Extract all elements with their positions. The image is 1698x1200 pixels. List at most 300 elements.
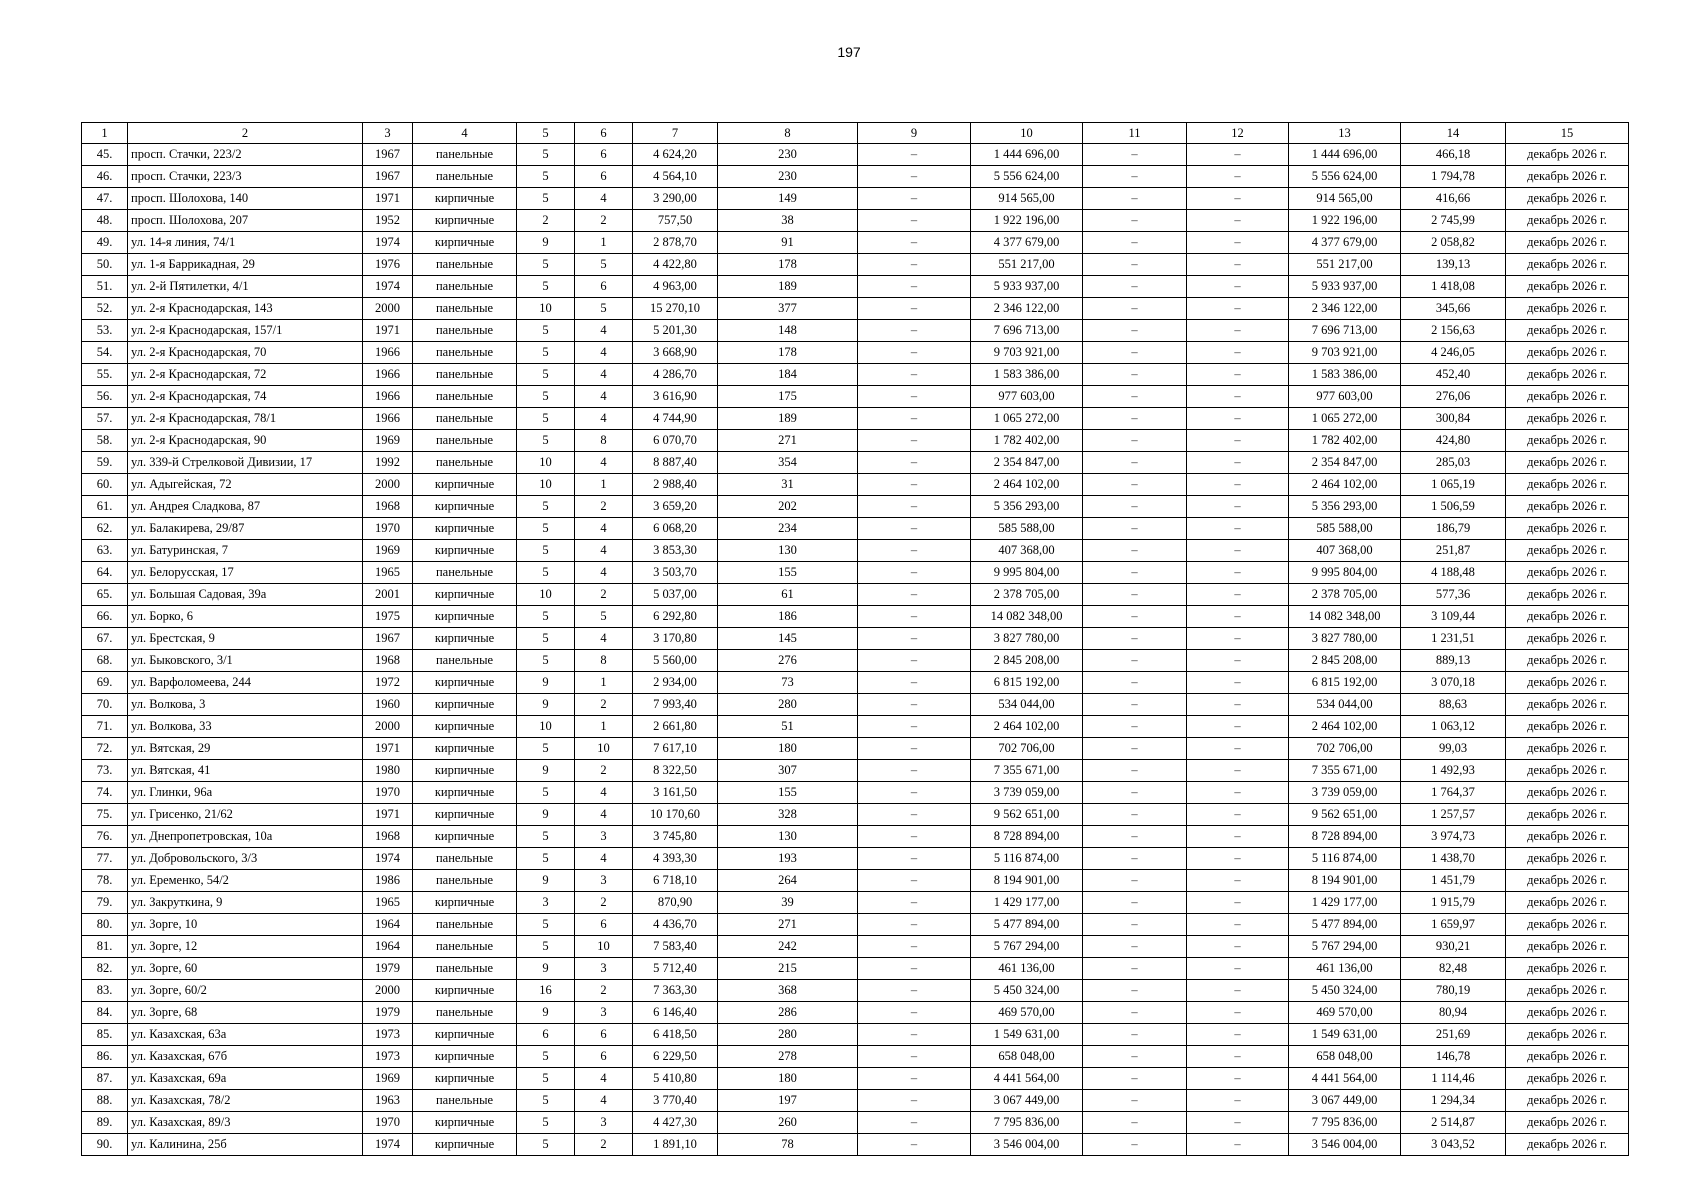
table-row	[82, 870, 1629, 892]
cell-col-4: панельные	[413, 870, 517, 892]
cell-col-14: 1 294,34	[1401, 1090, 1506, 1112]
cell-col-5: 5	[517, 342, 575, 364]
cell-col-8: 155	[718, 782, 858, 804]
cell-col-11: –	[1083, 870, 1187, 892]
cell-col-14: 1 451,79	[1401, 870, 1506, 892]
cell-col-9: –	[858, 650, 971, 672]
cell-col-6: 2	[575, 584, 633, 606]
table-row	[82, 672, 1629, 694]
cell-col-8: 368	[718, 980, 858, 1002]
cell-col-7: 3 170,80	[633, 628, 718, 650]
cell-col-3: 1974	[363, 232, 413, 254]
cell-col-1: 64.	[82, 562, 128, 584]
cell-col-9: –	[858, 496, 971, 518]
cell-col-13: 4 377 679,00	[1289, 232, 1401, 254]
cell-col-6: 5	[575, 606, 633, 628]
cell-col-3: 1973	[363, 1046, 413, 1068]
cell-col-10: 1 782 402,00	[971, 430, 1083, 452]
cell-col-7: 3 503,70	[633, 562, 718, 584]
column-header-11: 11	[1083, 123, 1187, 144]
cell-col-5: 9	[517, 1002, 575, 1024]
cell-col-10: 5 116 874,00	[971, 848, 1083, 870]
column-header-7: 7	[633, 123, 718, 144]
cell-col-6: 6	[575, 1024, 633, 1046]
cell-col-15: декабрь 2026 г.	[1506, 320, 1629, 342]
cell-col-12: –	[1187, 364, 1289, 386]
column-header-3: 3	[363, 123, 413, 144]
cell-col-12: –	[1187, 606, 1289, 628]
cell-col-11: –	[1083, 298, 1187, 320]
cell-col-2: ул. 2-я Краснодарская, 70	[128, 342, 363, 364]
cell-col-5: 5	[517, 650, 575, 672]
cell-col-8: 91	[718, 232, 858, 254]
cell-col-7: 7 993,40	[633, 694, 718, 716]
cell-col-2: ул. Зорге, 12	[128, 936, 363, 958]
cell-col-8: 215	[718, 958, 858, 980]
cell-col-8: 193	[718, 848, 858, 870]
cell-col-14: 780,19	[1401, 980, 1506, 1002]
table-row	[82, 848, 1629, 870]
cell-col-1: 74.	[82, 782, 128, 804]
cell-col-14: 424,80	[1401, 430, 1506, 452]
cell-col-6: 6	[575, 914, 633, 936]
cell-col-9: –	[858, 848, 971, 870]
cell-col-8: 180	[718, 738, 858, 760]
cell-col-12: –	[1187, 1002, 1289, 1024]
cell-col-6: 2	[575, 980, 633, 1002]
cell-col-8: 242	[718, 936, 858, 958]
cell-col-1: 50.	[82, 254, 128, 276]
cell-col-9: –	[858, 826, 971, 848]
cell-col-11: –	[1083, 408, 1187, 430]
cell-col-5: 10	[517, 584, 575, 606]
cell-col-7: 10 170,60	[633, 804, 718, 826]
cell-col-11: –	[1083, 386, 1187, 408]
cell-col-1: 67.	[82, 628, 128, 650]
cell-col-1: 88.	[82, 1090, 128, 1112]
cell-col-11: –	[1083, 672, 1187, 694]
cell-col-10: 1 922 196,00	[971, 210, 1083, 232]
cell-col-8: 280	[718, 1024, 858, 1046]
cell-col-5: 5	[517, 254, 575, 276]
cell-col-8: 61	[718, 584, 858, 606]
cell-col-13: 1 429 177,00	[1289, 892, 1401, 914]
cell-col-3: 1986	[363, 870, 413, 892]
cell-col-1: 58.	[82, 430, 128, 452]
cell-col-3: 1969	[363, 1068, 413, 1090]
cell-col-4: панельные	[413, 848, 517, 870]
cell-col-14: 88,63	[1401, 694, 1506, 716]
cell-col-11: –	[1083, 914, 1187, 936]
cell-col-13: 3 827 780,00	[1289, 628, 1401, 650]
cell-col-2: ул. Адыгейская, 72	[128, 474, 363, 496]
cell-col-11: –	[1083, 584, 1187, 606]
cell-col-2: ул. Еременко, 54/2	[128, 870, 363, 892]
cell-col-4: панельные	[413, 914, 517, 936]
cell-col-2: ул. Зорге, 60/2	[128, 980, 363, 1002]
cell-col-12: –	[1187, 474, 1289, 496]
cell-col-14: 1 492,93	[1401, 760, 1506, 782]
cell-col-14: 1 506,59	[1401, 496, 1506, 518]
cell-col-10: 2 845 208,00	[971, 650, 1083, 672]
cell-col-14: 186,79	[1401, 518, 1506, 540]
cell-col-2: ул. Зорге, 60	[128, 958, 363, 980]
cell-col-14: 577,36	[1401, 584, 1506, 606]
cell-col-2: ул. Калинина, 25б	[128, 1134, 363, 1156]
cell-col-6: 4	[575, 518, 633, 540]
cell-col-13: 977 603,00	[1289, 386, 1401, 408]
cell-col-14: 80,94	[1401, 1002, 1506, 1024]
table-row	[82, 958, 1629, 980]
cell-col-15: декабрь 2026 г.	[1506, 166, 1629, 188]
cell-col-1: 81.	[82, 936, 128, 958]
cell-col-1: 77.	[82, 848, 128, 870]
column-header-8: 8	[718, 123, 858, 144]
cell-col-7: 757,50	[633, 210, 718, 232]
table-row	[82, 540, 1629, 562]
cell-col-6: 3	[575, 958, 633, 980]
cell-col-6: 6	[575, 144, 633, 166]
cell-col-3: 1967	[363, 628, 413, 650]
cell-col-4: панельные	[413, 1002, 517, 1024]
cell-col-6: 5	[575, 298, 633, 320]
cell-col-13: 1 549 631,00	[1289, 1024, 1401, 1046]
cell-col-10: 2 346 122,00	[971, 298, 1083, 320]
cell-col-5: 6	[517, 1024, 575, 1046]
cell-col-12: –	[1187, 628, 1289, 650]
cell-col-14: 4 246,05	[1401, 342, 1506, 364]
cell-col-15: декабрь 2026 г.	[1506, 914, 1629, 936]
cell-col-11: –	[1083, 518, 1187, 540]
cell-col-11: –	[1083, 1134, 1187, 1156]
cell-col-1: 66.	[82, 606, 128, 628]
cell-col-7: 6 146,40	[633, 1002, 718, 1024]
cell-col-15: декабрь 2026 г.	[1506, 232, 1629, 254]
table-row	[82, 408, 1629, 430]
cell-col-5: 5	[517, 782, 575, 804]
cell-col-4: кирпичные	[413, 210, 517, 232]
cell-col-9: –	[858, 232, 971, 254]
cell-col-9: –	[858, 628, 971, 650]
cell-col-6: 4	[575, 386, 633, 408]
cell-col-3: 1965	[363, 892, 413, 914]
table-row	[82, 364, 1629, 386]
cell-col-6: 4	[575, 452, 633, 474]
column-number-row	[82, 123, 1629, 144]
table-row	[82, 760, 1629, 782]
table-row	[82, 1068, 1629, 1090]
cell-col-11: –	[1083, 958, 1187, 980]
cell-col-13: 1 782 402,00	[1289, 430, 1401, 452]
cell-col-7: 4 393,30	[633, 848, 718, 870]
cell-col-15: декабрь 2026 г.	[1506, 254, 1629, 276]
cell-col-7: 8 322,50	[633, 760, 718, 782]
cell-col-14: 4 188,48	[1401, 562, 1506, 584]
cell-col-9: –	[858, 1134, 971, 1156]
cell-col-8: 377	[718, 298, 858, 320]
cell-col-1: 71.	[82, 716, 128, 738]
cell-col-12: –	[1187, 562, 1289, 584]
cell-col-3: 1980	[363, 760, 413, 782]
cell-col-12: –	[1187, 958, 1289, 980]
cell-col-1: 59.	[82, 452, 128, 474]
cell-col-4: панельные	[413, 166, 517, 188]
column-header-10: 10	[971, 123, 1083, 144]
table-row	[82, 936, 1629, 958]
cell-col-14: 1 915,79	[1401, 892, 1506, 914]
cell-col-2: ул. Батуринская, 7	[128, 540, 363, 562]
cell-col-1: 68.	[82, 650, 128, 672]
cell-col-9: –	[858, 144, 971, 166]
cell-col-15: декабрь 2026 г.	[1506, 870, 1629, 892]
cell-col-7: 3 770,40	[633, 1090, 718, 1112]
cell-col-5: 9	[517, 672, 575, 694]
cell-col-14: 3 070,18	[1401, 672, 1506, 694]
table-row	[82, 1002, 1629, 1024]
cell-col-7: 1 891,10	[633, 1134, 718, 1156]
cell-col-8: 354	[718, 452, 858, 474]
cell-col-7: 2 988,40	[633, 474, 718, 496]
cell-col-7: 4 963,00	[633, 276, 718, 298]
cell-col-3: 1971	[363, 738, 413, 760]
cell-col-6: 2	[575, 496, 633, 518]
column-header-2: 2	[128, 123, 363, 144]
cell-col-14: 276,06	[1401, 386, 1506, 408]
cell-col-15: декабрь 2026 г.	[1506, 892, 1629, 914]
cell-col-15: декабрь 2026 г.	[1506, 848, 1629, 870]
cell-col-14: 345,66	[1401, 298, 1506, 320]
cell-col-15: декабрь 2026 г.	[1506, 628, 1629, 650]
table-row	[82, 518, 1629, 540]
cell-col-15: декабрь 2026 г.	[1506, 804, 1629, 826]
cell-col-9: –	[858, 276, 971, 298]
cell-col-12: –	[1187, 1090, 1289, 1112]
cell-col-10: 914 565,00	[971, 188, 1083, 210]
cell-col-4: кирпичные	[413, 738, 517, 760]
cell-col-7: 870,90	[633, 892, 718, 914]
cell-col-8: 271	[718, 430, 858, 452]
cell-col-15: декабрь 2026 г.	[1506, 518, 1629, 540]
cell-col-8: 51	[718, 716, 858, 738]
cell-col-10: 9 562 651,00	[971, 804, 1083, 826]
cell-col-2: ул. Балакирева, 29/87	[128, 518, 363, 540]
cell-col-2: ул. Белорусская, 17	[128, 562, 363, 584]
cell-col-11: –	[1083, 562, 1187, 584]
cell-col-5: 10	[517, 474, 575, 496]
cell-col-13: 1 922 196,00	[1289, 210, 1401, 232]
cell-col-7: 6 718,10	[633, 870, 718, 892]
cell-col-15: декабрь 2026 г.	[1506, 1002, 1629, 1024]
cell-col-11: –	[1083, 716, 1187, 738]
cell-col-8: 307	[718, 760, 858, 782]
cell-col-7: 5 201,30	[633, 320, 718, 342]
cell-col-9: –	[858, 320, 971, 342]
cell-col-2: просп. Стачки, 223/2	[128, 144, 363, 166]
cell-col-10: 977 603,00	[971, 386, 1083, 408]
cell-col-14: 1 231,51	[1401, 628, 1506, 650]
cell-col-2: ул. 2-я Краснодарская, 74	[128, 386, 363, 408]
cell-col-10: 4 377 679,00	[971, 232, 1083, 254]
cell-col-4: панельные	[413, 958, 517, 980]
cell-col-14: 1 257,57	[1401, 804, 1506, 826]
cell-col-11: –	[1083, 452, 1187, 474]
housing-register-table	[81, 122, 1629, 1156]
cell-col-5: 5	[517, 1112, 575, 1134]
cell-col-8: 73	[718, 672, 858, 694]
cell-col-10: 461 136,00	[971, 958, 1083, 980]
cell-col-2: ул. Глинки, 96а	[128, 782, 363, 804]
cell-col-8: 38	[718, 210, 858, 232]
cell-col-15: декабрь 2026 г.	[1506, 210, 1629, 232]
column-header-9: 9	[858, 123, 971, 144]
cell-col-12: –	[1187, 914, 1289, 936]
cell-col-12: –	[1187, 540, 1289, 562]
cell-col-15: декабрь 2026 г.	[1506, 694, 1629, 716]
cell-col-2: ул. Казахская, 67б	[128, 1046, 363, 1068]
cell-col-5: 5	[517, 848, 575, 870]
cell-col-8: 130	[718, 540, 858, 562]
cell-col-1: 61.	[82, 496, 128, 518]
cell-col-13: 9 562 651,00	[1289, 804, 1401, 826]
cell-col-5: 5	[517, 320, 575, 342]
cell-col-4: панельные	[413, 408, 517, 430]
cell-col-4: кирпичные	[413, 1112, 517, 1134]
cell-col-5: 5	[517, 1090, 575, 1112]
cell-col-6: 4	[575, 364, 633, 386]
cell-col-11: –	[1083, 474, 1187, 496]
cell-col-3: 1970	[363, 782, 413, 804]
cell-col-10: 7 795 836,00	[971, 1112, 1083, 1134]
cell-col-9: –	[858, 584, 971, 606]
cell-col-10: 1 583 386,00	[971, 364, 1083, 386]
cell-col-14: 2 058,82	[1401, 232, 1506, 254]
cell-col-3: 1966	[363, 386, 413, 408]
cell-col-13: 8 194 901,00	[1289, 870, 1401, 892]
cell-col-4: кирпичные	[413, 1024, 517, 1046]
cell-col-1: 86.	[82, 1046, 128, 1068]
cell-col-10: 5 356 293,00	[971, 496, 1083, 518]
cell-col-7: 15 270,10	[633, 298, 718, 320]
table-row	[82, 1112, 1629, 1134]
cell-col-13: 5 556 624,00	[1289, 166, 1401, 188]
cell-col-10: 4 441 564,00	[971, 1068, 1083, 1090]
cell-col-14: 1 438,70	[1401, 848, 1506, 870]
cell-col-13: 461 136,00	[1289, 958, 1401, 980]
cell-col-10: 585 588,00	[971, 518, 1083, 540]
cell-col-12: –	[1187, 650, 1289, 672]
cell-col-6: 2	[575, 210, 633, 232]
cell-col-4: кирпичные	[413, 474, 517, 496]
cell-col-7: 3 745,80	[633, 826, 718, 848]
cell-col-9: –	[858, 254, 971, 276]
cell-col-6: 4	[575, 1068, 633, 1090]
cell-col-1: 60.	[82, 474, 128, 496]
cell-col-3: 1969	[363, 540, 413, 562]
cell-col-3: 1970	[363, 1112, 413, 1134]
cell-col-6: 3	[575, 1112, 633, 1134]
cell-col-14: 82,48	[1401, 958, 1506, 980]
cell-col-4: кирпичные	[413, 584, 517, 606]
cell-col-12: –	[1187, 320, 1289, 342]
column-header-1: 1	[82, 123, 128, 144]
table-row	[82, 342, 1629, 364]
cell-col-6: 4	[575, 408, 633, 430]
cell-col-2: ул. Добровольского, 3/3	[128, 848, 363, 870]
table-row	[82, 606, 1629, 628]
cell-col-7: 3 616,90	[633, 386, 718, 408]
cell-col-5: 5	[517, 386, 575, 408]
table-row	[82, 892, 1629, 914]
cell-col-7: 4 564,10	[633, 166, 718, 188]
table-row	[82, 474, 1629, 496]
cell-col-15: декабрь 2026 г.	[1506, 1090, 1629, 1112]
cell-col-7: 3 161,50	[633, 782, 718, 804]
cell-col-13: 658 048,00	[1289, 1046, 1401, 1068]
cell-col-1: 54.	[82, 342, 128, 364]
cell-col-4: панельные	[413, 342, 517, 364]
cell-col-11: –	[1083, 738, 1187, 760]
cell-col-13: 9 703 921,00	[1289, 342, 1401, 364]
cell-col-1: 56.	[82, 386, 128, 408]
cell-col-5: 5	[517, 562, 575, 584]
cell-col-8: 328	[718, 804, 858, 826]
cell-col-15: декабрь 2026 г.	[1506, 1046, 1629, 1068]
table-row	[82, 782, 1629, 804]
cell-col-13: 3 067 449,00	[1289, 1090, 1401, 1112]
cell-col-6: 2	[575, 1134, 633, 1156]
cell-col-14: 1 114,46	[1401, 1068, 1506, 1090]
cell-col-2: ул. 2-я Краснодарская, 143	[128, 298, 363, 320]
table-row	[82, 320, 1629, 342]
cell-col-1: 48.	[82, 210, 128, 232]
cell-col-14: 1 764,37	[1401, 782, 1506, 804]
cell-col-3: 1964	[363, 914, 413, 936]
cell-col-14: 1 659,97	[1401, 914, 1506, 936]
cell-col-6: 4	[575, 804, 633, 826]
cell-col-7: 3 853,30	[633, 540, 718, 562]
cell-col-11: –	[1083, 628, 1187, 650]
cell-col-12: –	[1187, 452, 1289, 474]
cell-col-11: –	[1083, 364, 1187, 386]
cell-col-2: ул. Казахская, 78/2	[128, 1090, 363, 1112]
cell-col-1: 79.	[82, 892, 128, 914]
table-row	[82, 276, 1629, 298]
cell-col-11: –	[1083, 1112, 1187, 1134]
column-header-14: 14	[1401, 123, 1506, 144]
cell-col-3: 1966	[363, 364, 413, 386]
cell-col-3: 1966	[363, 408, 413, 430]
cell-col-15: декабрь 2026 г.	[1506, 738, 1629, 760]
cell-col-11: –	[1083, 276, 1187, 298]
cell-col-4: кирпичные	[413, 826, 517, 848]
cell-col-4: панельные	[413, 144, 517, 166]
cell-col-3: 2000	[363, 716, 413, 738]
cell-col-13: 534 044,00	[1289, 694, 1401, 716]
cell-col-11: –	[1083, 936, 1187, 958]
cell-col-2: ул. 2-я Краснодарская, 72	[128, 364, 363, 386]
cell-col-13: 5 116 874,00	[1289, 848, 1401, 870]
cell-col-15: декабрь 2026 г.	[1506, 782, 1629, 804]
cell-col-14: 930,21	[1401, 936, 1506, 958]
cell-col-3: 1952	[363, 210, 413, 232]
cell-col-10: 7 696 713,00	[971, 320, 1083, 342]
cell-col-7: 4 436,70	[633, 914, 718, 936]
cell-col-5: 5	[517, 496, 575, 518]
cell-col-3: 2000	[363, 298, 413, 320]
cell-col-11: –	[1083, 496, 1187, 518]
cell-col-7: 2 661,80	[633, 716, 718, 738]
cell-col-8: 155	[718, 562, 858, 584]
